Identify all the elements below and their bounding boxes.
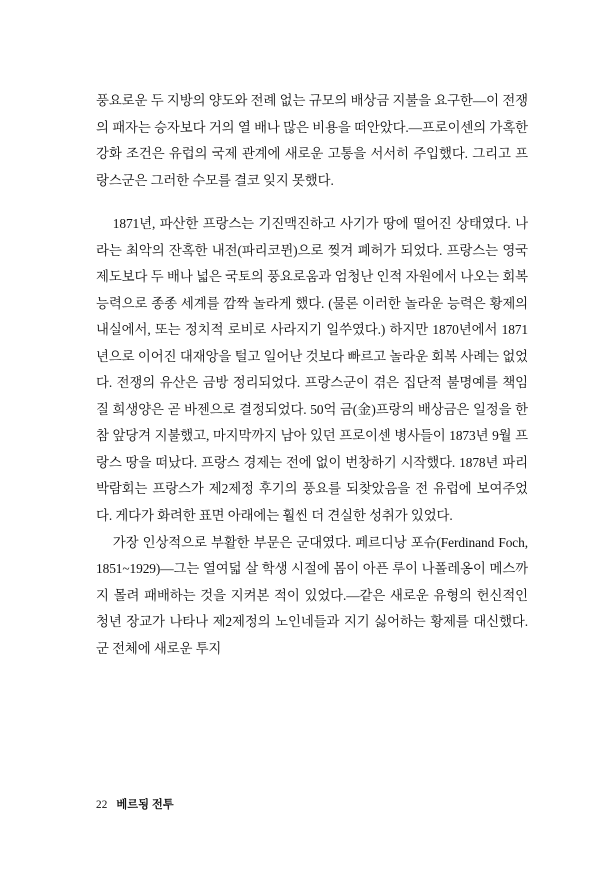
page-number: 22 [96, 799, 108, 811]
paragraph-2: 1871년, 파산한 프랑스는 기진맥진하고 사기가 땅에 떨어진 상태였다. 나라는 최악의 잔혹한 내전(파리코뮌)으로 찢겨 폐허가 되었다. 프랑스는 영국제도보다 두 배나 넓은 국토의 풍요로움과 엄청난 인적 자원에서 나오는 회복 능력으로 종종 세계를 깜짝 놀라게 했다. (물론 이러한 놀라운 능력은 황제의 내실에서, 또는 정치적 로비로 사라지기 일쑤였다.) 하지만 1870년에서 1871년으로 이어진 대재앙을 털고 일어난 것보다 빠르고 놀라운 회복 사례는 없었다. 전쟁의 유산은 금방 정리되었다. 프랑스군이 겪은 집단적 불명예를 책임질 희생양은 곧 바젠으로 결정되었다. 50억 금(金)프랑의 배상금은 일정을 한참 앞당겨 지불했고, 마지막까지 남아 있던 프로이센 병사들이 1873년 9월 프랑스 땅을 떠났다. 프랑스 경제는 전에 없이 번창하기 시작했다. 1878년 파리 박람회는 프랑스가 제2제정 후기의 풍요를 되찾았음을 전 유럽에 보여주었다. 게다가 화려한 표면 아래에는 훨씬 더 견실한 성취가 있었다. [96, 216, 528, 523]
paragraph-3: 가장 인상적으로 부활한 부문은 군대였다. 페르디낭 포슈(Ferdinand Foch, 1851~1929)—그는 열여덟 살 학생 시절에 몸이 아픈 루이 나폴레옹이 메스까지 몰려 패배하는 것을 지켜본 적이 있었다.—같은 새로운 유형의 헌신적인 청년 장교가 나타나 제2제정의 노인네들과 지기 싫어하는 황제를 대신했다. 군 전체에 새로운 투지 [96, 534, 528, 656]
running-head: 베르됭 전투 [116, 799, 174, 811]
paragraph-1: 풍요로운 두 지방의 양도와 전례 없는 규모의 배상금 지불을 요구한—이 전쟁의 패자는 승자보다 거의 열 배나 많은 비용을 떠안았다.—프로이센의 가혹한 강화 조건은 유럽의 국제 관계에 새로운 고통을 서서히 주입했다. 그리고 프랑스군은 그러한 수모를 결코 잊지 못했다. [96, 93, 528, 188]
page-body [96, 88, 528, 662]
page-footer [96, 796, 174, 812]
